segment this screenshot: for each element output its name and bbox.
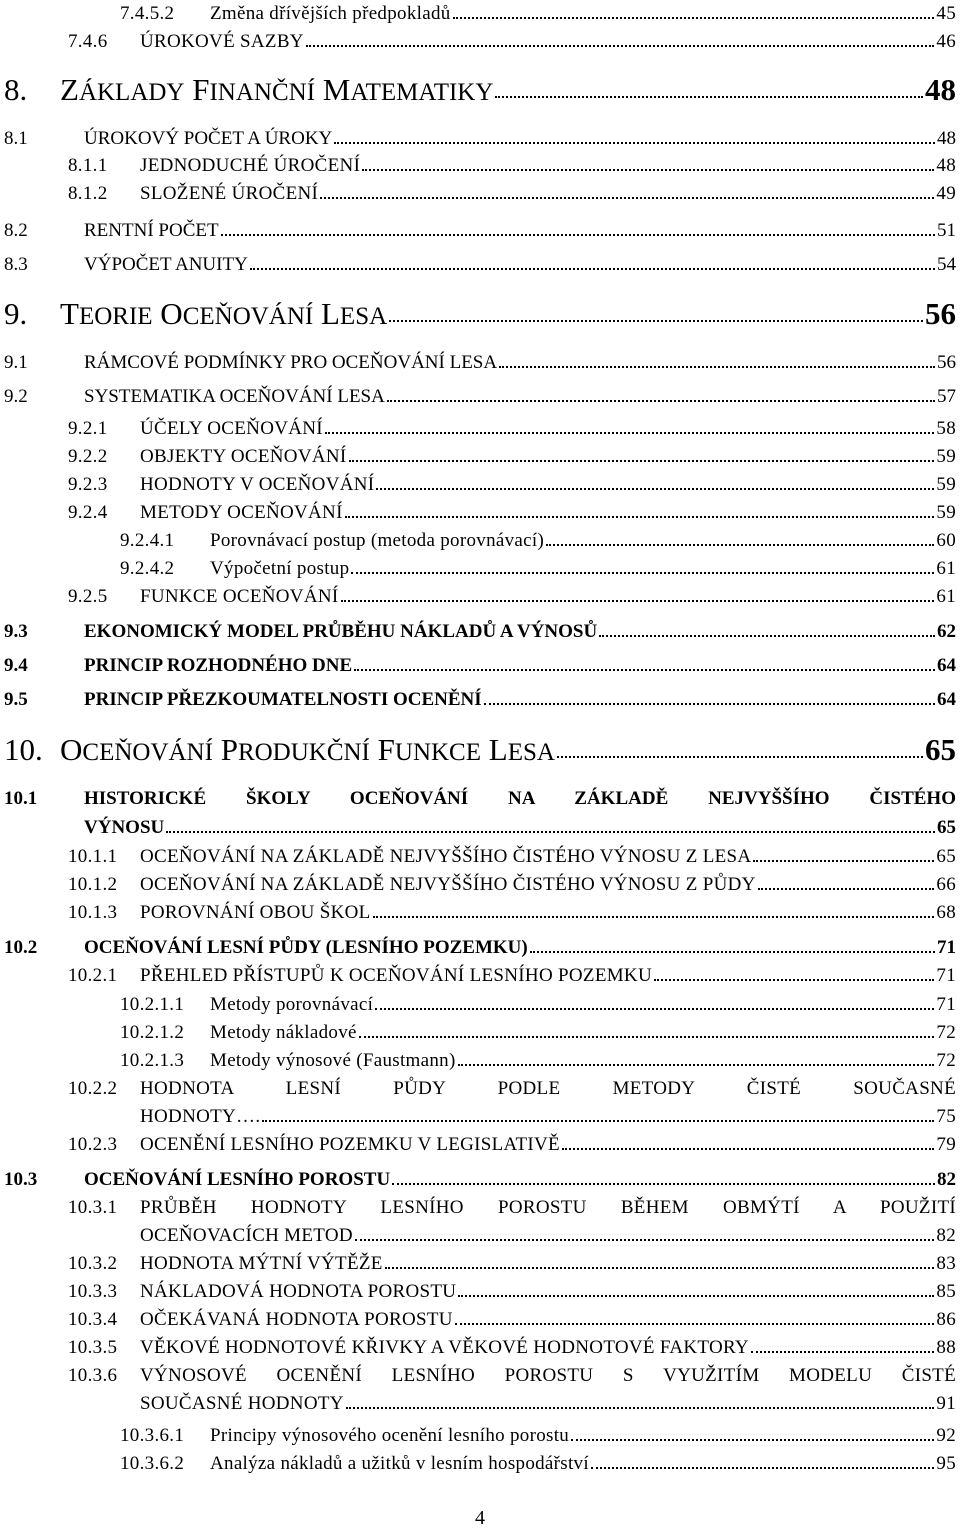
toc-entry[interactable]: [68, 966, 956, 985]
toc-entry[interactable]: [68, 903, 956, 922]
toc-entry-number: 8.1: [4, 128, 28, 149]
toc-entry-number: 9.2.4.2: [120, 558, 175, 579]
toc-entry-title: HISTORICKÉ ŠKOLY OCEŇOVÁNÍ NA ZÁKLADĚ NEJVYŠŠÍHO ČISTÉHO: [84, 788, 956, 809]
toc-entry[interactable]: [68, 503, 956, 522]
toc-entry-number: 10.: [4, 732, 43, 767]
toc-dot-leader: [530, 951, 935, 953]
toc-entry-title: OBJEKTY OCEŇOVÁNÍ: [140, 446, 347, 467]
toc-entry-title: HODNOTY V OCEŇOVÁNÍ: [140, 474, 375, 495]
toc-entry-title: RENTNÍ POČET: [84, 220, 219, 241]
toc-entry-title: RÁMCOVÉ PODMÍNKY PRO OCEŇOVÁNÍ LESA: [84, 352, 498, 373]
toc-entry-number: 10.3.6.1: [120, 1425, 185, 1446]
toc-entry-number: 7.4.6: [68, 31, 108, 52]
toc-entry-page: 64: [937, 689, 956, 710]
toc-entry-number: 10.3.4: [68, 1309, 118, 1330]
toc-entry[interactable]: [4, 353, 956, 372]
toc-dot-leader: [571, 1439, 934, 1441]
toc-entry-number: 10.2.1.2: [120, 1022, 185, 1043]
toc-entry-title: Změna dřívějších předpokladů: [210, 3, 451, 24]
toc-entry-title: Porovnávací postup (metoda porovnávací): [210, 530, 545, 551]
toc-entry[interactable]: [68, 1282, 956, 1301]
toc-entry-title: OCEŇOVÁNÍ NA ZÁKLADĚ NEJVYŠŠÍHO ČISTÉHO VÝNOSU Z PŮDY: [140, 874, 756, 895]
toc-entry-title: VĚKOVÉ HODNOTOVÉ KŘIVKY A VĚKOVÉ HODNOTOVÉ FAKTORY: [140, 1337, 749, 1358]
toc-entry[interactable]: [68, 587, 956, 606]
toc-entry-page: 45: [936, 3, 956, 24]
toc-entry-number: 10.3.6.2: [120, 1453, 185, 1474]
toc-entry-number: 10.3.5: [68, 1337, 118, 1358]
toc-entry-page: 59: [936, 502, 956, 523]
toc-dot-leader: [376, 488, 934, 490]
toc-entry-title: HODNOTY….: [140, 1106, 261, 1127]
toc-entry[interactable]: [4, 221, 956, 240]
toc-dot-leader: [341, 600, 935, 602]
toc-entry-page: 95: [936, 1453, 956, 1474]
toc-entry-number: 10.3.2: [68, 1253, 118, 1274]
toc-dot-leader: [546, 544, 934, 546]
toc-dot-leader: [753, 860, 934, 862]
toc-entry-title: OCEŇOVÁNÍ PRODUKČNÍ FUNKCE LESA: [60, 732, 555, 767]
toc-entry-number: 9.2.4.1: [120, 530, 175, 551]
toc-entry[interactable]: [68, 419, 956, 438]
toc-entry[interactable]: [68, 847, 956, 866]
toc-dot-leader: [458, 1295, 934, 1297]
toc-dot-leader: [375, 1008, 934, 1010]
toc-entry-number: 10.3: [4, 1169, 38, 1190]
toc-entry-number: 10.2.1.3: [120, 1050, 185, 1071]
toc-entry-page: 62: [937, 621, 956, 642]
toc-entry-number: 10.2.2: [68, 1078, 118, 1099]
toc-entry-title: OCEŇOVÁNÍ LESNÍ PŮDY (LESNÍHO POZEMKU): [84, 937, 528, 958]
toc-entry-page: 57: [937, 386, 956, 407]
toc-entry-page: 85: [936, 1281, 956, 1302]
toc-dot-leader: [334, 142, 935, 144]
toc-entry-number: 10.3.1: [68, 1197, 118, 1218]
toc-entry-title: SYSTEMATIKA OCEŇOVÁNÍ LESA: [84, 386, 385, 407]
toc-entry[interactable]: [68, 1310, 956, 1329]
toc-entry-number: 7.4.5.2: [120, 3, 175, 24]
toc-dot-leader: [373, 916, 935, 918]
toc-entry[interactable]: [68, 1338, 956, 1357]
toc-entry-page: 82: [936, 1225, 956, 1246]
toc-entry-page: 72: [936, 1050, 956, 1071]
toc-entry-title: PRINCIP PŘEZKOUMATELNOSTI OCENĚNÍ: [84, 689, 482, 710]
toc-entry-title: HODNOTA MÝTNÍ VÝTĚŽE: [140, 1253, 383, 1274]
toc-entry-page: 72: [936, 1022, 956, 1043]
toc-dot-leader: [359, 1036, 935, 1038]
toc-entry-number: 10.1: [4, 788, 38, 809]
toc-entry[interactable]: [120, 4, 956, 23]
toc-dot-leader: [262, 1120, 934, 1122]
toc-entry-title: VÝNOSOVÉ OCENĚNÍ LESNÍHO POROSTU S VYUŽITÍM MODELU ČISTÉ: [140, 1365, 956, 1386]
toc-entry[interactable]: [4, 129, 956, 148]
toc-entry-title: OČEKÁVANÁ HODNOTA POROSTU: [140, 1309, 453, 1330]
toc-entry-title: HODNOTA LESNÍ PŮDY PODLE METODY ČISTÉ SOUČASNÉ: [140, 1078, 956, 1099]
toc-entry-page: 88: [936, 1337, 956, 1358]
toc-entry-page: 51: [937, 220, 956, 241]
toc-dot-leader: [453, 17, 935, 19]
toc-entry-page: 49: [936, 183, 956, 204]
toc-dot-leader: [751, 1351, 934, 1353]
toc-entry-title: TEORIE OCEŇOVÁNÍ LESA: [60, 296, 388, 331]
toc-entry-title: FUNKCE OCEŇOVÁNÍ: [140, 586, 339, 607]
toc-entry-title: Analýza nákladů a užitků v lesním hospodářství: [210, 1453, 589, 1474]
toc-entry[interactable]: [4, 938, 956, 957]
toc-entry-page: 61: [936, 586, 956, 607]
toc-entry-page: 71: [936, 994, 956, 1015]
toc-entry-first-line[interactable]: [68, 1198, 956, 1217]
toc-entry-number: 8.: [4, 72, 28, 107]
toc-dot-leader: [166, 831, 935, 833]
toc-entry-title: JEDNODUCHÉ ÚROČENÍ: [140, 155, 361, 176]
toc-entry-page: 59: [936, 446, 956, 467]
toc-entry-page: 58: [936, 418, 956, 439]
toc-dot-leader: [349, 460, 935, 462]
toc-dot-leader: [389, 320, 923, 322]
toc-entry-page: 54: [937, 254, 956, 275]
toc-entry-title: OCEŇOVÁNÍ NA ZÁKLADĚ NEJVYŠŠÍHO ČISTÉHO VÝNOSU Z LESA: [140, 846, 752, 867]
toc-entry-page: 65: [925, 732, 956, 767]
toc-entry-page: 83: [936, 1253, 956, 1274]
toc-entry[interactable]: [140, 1226, 956, 1245]
toc-entry[interactable]: [68, 447, 956, 466]
toc-entry[interactable]: [68, 1135, 956, 1154]
toc-entry-page: 91: [936, 1393, 956, 1414]
toc-entry-title: Metody nákladové: [210, 1022, 357, 1043]
toc-entry-number: 9.5: [4, 689, 28, 710]
toc-entry[interactable]: [120, 1454, 956, 1473]
toc-entry-page: 60: [936, 530, 956, 551]
toc-entry-title: OCEŇOVÁNÍ LESNÍHO POROSTU: [84, 1169, 391, 1190]
toc-entry-number: 9.2.2: [68, 446, 108, 467]
toc-dot-leader: [392, 1183, 935, 1185]
toc-dot-leader: [562, 1148, 934, 1150]
toc-entry-title: SLOŽENÉ ÚROČENÍ: [140, 183, 319, 204]
toc-entry[interactable]: [140, 1107, 956, 1126]
toc-entry[interactable]: [68, 875, 956, 894]
toc-entry-title: OCENĚNÍ LESNÍHO POZEMKU V LEGISLATIVĚ: [140, 1134, 560, 1155]
toc-entry-number: 9.2.4: [68, 502, 108, 523]
toc-entry-first-line[interactable]: [4, 789, 956, 808]
page-number: 4: [475, 1507, 485, 1529]
toc-entry[interactable]: [4, 622, 956, 641]
toc-dot-leader: [362, 169, 934, 171]
toc-entry[interactable]: [68, 1254, 956, 1273]
toc-entry-page: 48: [936, 155, 956, 176]
toc-entry-page: 46: [936, 31, 956, 52]
toc-entry-number: 10.2.1: [68, 965, 118, 986]
toc-entry-number: 9.3: [4, 621, 28, 642]
toc-entry-number: 9.2.3: [68, 474, 108, 495]
toc-entry-title: Metody výnosové (Faustmann): [210, 1050, 456, 1071]
toc-entry-number: 10.2: [4, 937, 38, 958]
toc-dot-leader: [484, 703, 935, 705]
toc-dot-leader: [499, 366, 935, 368]
toc-entry[interactable]: [120, 1426, 956, 1445]
toc-dot-leader: [385, 1267, 935, 1269]
toc-entry-page: 75: [936, 1106, 956, 1127]
toc-entry[interactable]: [120, 995, 956, 1014]
toc-entry[interactable]: [68, 32, 956, 51]
toc-dot-leader: [345, 516, 935, 518]
toc-entry-title: ÚČELY OCEŇOVÁNÍ: [140, 418, 323, 439]
toc-entry-title: Výpočetní postup: [210, 558, 350, 579]
toc-entry[interactable]: [120, 1051, 956, 1070]
toc-entry[interactable]: [120, 559, 956, 578]
toc-entry-title: OCEŇOVACÍCH METOD: [140, 1225, 353, 1246]
toc-dot-leader: [591, 1467, 934, 1469]
toc-entry[interactable]: [4, 690, 956, 709]
toc-dot-leader: [306, 45, 935, 47]
toc-entry-page: 48: [937, 128, 956, 149]
toc-dot-leader: [354, 669, 935, 671]
toc-entry-first-line[interactable]: [68, 1366, 956, 1385]
toc-entry-page: 92: [936, 1425, 956, 1446]
toc-dot-leader: [458, 1064, 935, 1066]
toc-entry-page: 71: [937, 937, 956, 958]
toc-entry-page: 59: [936, 474, 956, 495]
toc-entry[interactable]: [4, 387, 956, 406]
toc-entry-title: Principy výnosového ocenění lesního porostu: [210, 1425, 570, 1446]
toc-entry-title: VÝPOČET ANUITY: [84, 254, 248, 275]
toc-dot-leader: [325, 432, 934, 434]
toc-entry-page: 65: [937, 817, 956, 838]
toc-entry-page: 86: [936, 1309, 956, 1330]
toc-dot-leader: [455, 1323, 935, 1325]
toc-entry-number: 9.2.5: [68, 586, 108, 607]
toc-entry-title: ÚROKOVÝ POČET A ÚROKY: [84, 128, 333, 149]
toc-dot-leader: [320, 197, 934, 199]
toc-entry-number: 9.2.1: [68, 418, 108, 439]
toc-entry-number: 9.2: [4, 386, 28, 407]
toc-entry[interactable]: [4, 1170, 956, 1189]
toc-entry[interactable]: [4, 74, 956, 105]
toc-entry[interactable]: [84, 818, 956, 837]
toc-entry-number: 10.2.3: [68, 1134, 118, 1155]
toc-entry-page: 71: [936, 965, 956, 986]
toc-entry-title: ZÁKLADY FINANČNÍ MATEMATIKY: [60, 72, 494, 107]
toc-entry[interactable]: [68, 475, 956, 494]
toc-entry-title: PŘEHLED PŘÍSTUPŮ K OCEŇOVÁNÍ LESNÍHO POZEMKU: [140, 965, 652, 986]
toc-entry-title: ÚROKOVÉ SAZBY: [140, 31, 304, 52]
toc-entry-title: PRŮBĚH HODNOTY LESNÍHO POROSTU BĚHEM OBMÝTÍ A POUŽITÍ: [140, 1197, 956, 1218]
toc-entry[interactable]: [120, 1023, 956, 1042]
toc-entry-title: EKONOMICKÝ MODEL PRŮBĚHU NÁKLADŮ A VÝNOSŮ: [84, 621, 598, 642]
toc-entry-title: SOUČASNÉ HODNOTY: [140, 1393, 344, 1414]
toc-entry-page: 48: [925, 72, 956, 107]
toc-entry-title: Metody porovnávací: [210, 994, 374, 1015]
toc-entry-page: 64: [937, 655, 956, 676]
toc-entry[interactable]: [140, 1394, 956, 1413]
toc-entry[interactable]: [4, 298, 956, 329]
toc-entry[interactable]: [68, 184, 956, 203]
toc-dot-leader: [654, 979, 934, 981]
toc-entry-page: 61: [936, 558, 956, 579]
toc-entry-page: 82: [937, 1169, 956, 1190]
toc-dot-leader: [387, 400, 935, 402]
toc-entry-page: 56: [937, 352, 956, 373]
toc-entry-page: 79: [936, 1134, 956, 1155]
toc-dot-leader: [599, 635, 935, 637]
toc-dot-leader: [495, 96, 923, 98]
toc-entry-number: 10.1.2: [68, 874, 118, 895]
toc-entry-title: PRINCIP ROZHODNÉHO DNE: [84, 655, 353, 676]
toc-entry-first-line[interactable]: [68, 1079, 956, 1098]
toc-entry-number: 8.1.1: [68, 155, 108, 176]
toc-entry-page: 66: [936, 874, 956, 895]
toc-entry-number: 10.1.1: [68, 846, 118, 867]
toc-entry-title: VÝNOSU: [84, 817, 165, 838]
toc-entry-page: 65: [936, 846, 956, 867]
toc-dot-leader: [758, 888, 935, 890]
toc-entry[interactable]: [4, 734, 956, 765]
toc-dot-leader: [355, 1239, 935, 1241]
toc-entry-number: 10.2.1.1: [120, 994, 185, 1015]
toc-entry-title: METODY OCEŇOVÁNÍ: [140, 502, 343, 523]
toc-entry-number: 9.: [4, 296, 28, 331]
toc-dot-leader: [221, 234, 935, 236]
toc-entry-page: 68: [936, 902, 956, 923]
toc-entry-number: 8.2: [4, 220, 28, 241]
toc-dot-leader: [250, 268, 935, 270]
toc-entry-title: NÁKLADOVÁ HODNOTA POROSTU: [140, 1281, 457, 1302]
toc-entry-title: POROVNÁNÍ OBOU ŠKOL: [140, 902, 371, 923]
toc-entry-number: 8.3: [4, 254, 28, 275]
toc-entry[interactable]: [4, 255, 956, 274]
toc-entry-number: 10.3.3: [68, 1281, 118, 1302]
toc-entry-page: 56: [925, 296, 956, 331]
toc-entry[interactable]: [120, 531, 956, 550]
toc-dot-leader: [557, 756, 923, 758]
toc-entry[interactable]: [4, 656, 956, 675]
toc-dot-leader: [351, 572, 934, 574]
toc-entry-number: 9.4: [4, 655, 28, 676]
toc-entry-number: 9.1: [4, 352, 28, 373]
toc-dot-leader: [346, 1407, 935, 1409]
toc-entry-number: 8.1.2: [68, 183, 108, 204]
toc-entry[interactable]: [68, 156, 956, 175]
toc-entry-number: 10.1.3: [68, 902, 118, 923]
toc-entry-number: 10.3.6: [68, 1365, 118, 1386]
